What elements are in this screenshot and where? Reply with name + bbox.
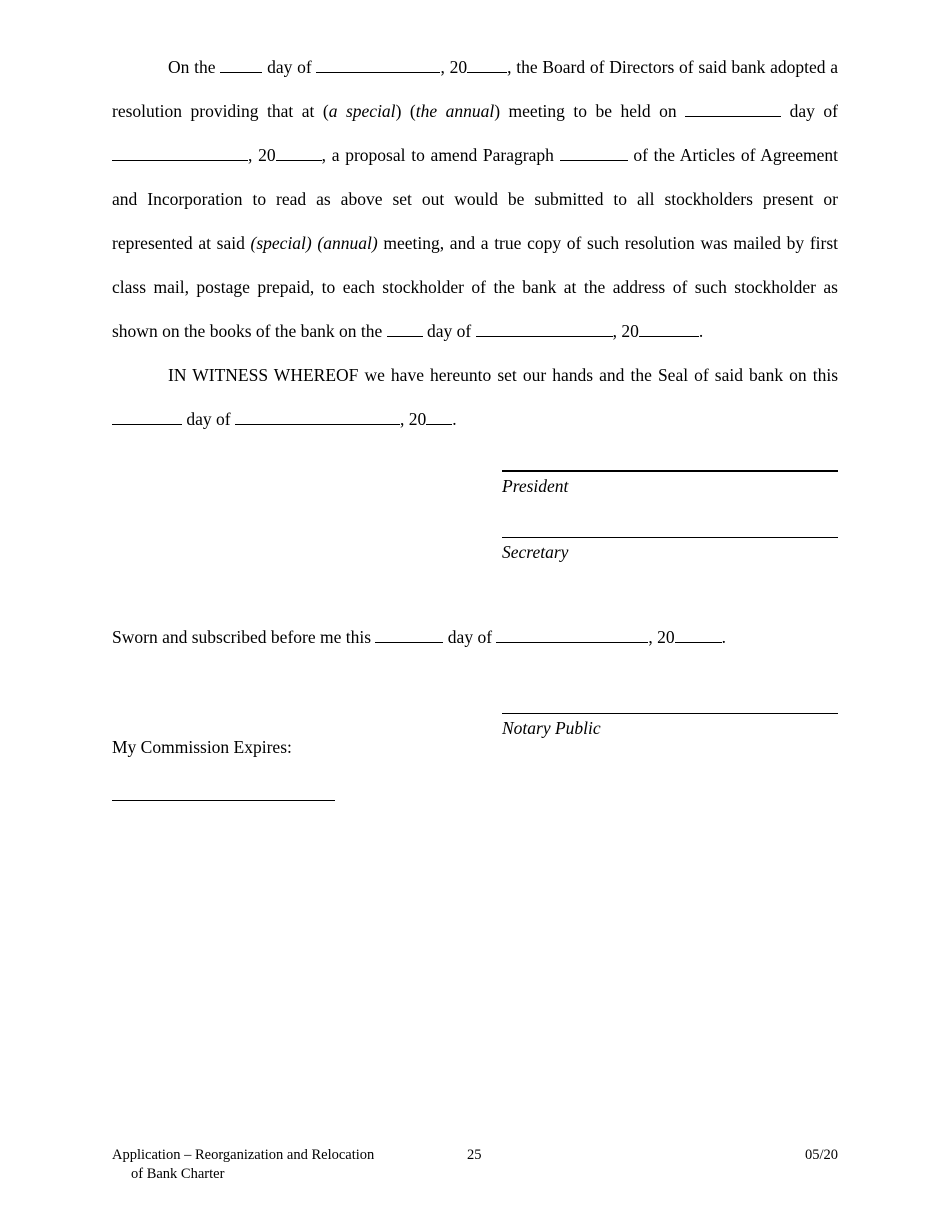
text: IN WITNESS WHEREOF we have hereunto set our hands and the Seal of said bank on this [168, 365, 838, 385]
day-blank[interactable] [375, 627, 443, 643]
text: , 20 [648, 627, 675, 647]
month-blank[interactable] [476, 321, 613, 337]
page-number: 25 [467, 1147, 482, 1163]
text: , 20 [440, 57, 468, 77]
sworn-statement [112, 627, 726, 648]
year-blank[interactable] [276, 145, 322, 161]
text: of the Articles of Agreement and Incorporation to read as above set out would be submitted to all stockholders present or represented at said [112, 145, 839, 253]
paragraph-number-blank[interactable] [560, 145, 628, 161]
day-blank[interactable] [387, 321, 423, 337]
text: . [698, 321, 704, 341]
footer-date: 05/20 [804, 1147, 838, 1163]
text: , a proposal to amend Paragraph [321, 145, 554, 165]
text: , the Board of Directors of said bank adopted a resolution providing that at ( [112, 57, 839, 121]
witness-paragraph [112, 353, 838, 441]
text: day of [186, 409, 231, 429]
president-signature[interactable] [502, 470, 838, 497]
text: day of [427, 321, 472, 341]
emphasis-text: a special [328, 101, 396, 121]
text: ) meeting to be held on [494, 101, 677, 121]
year-blank[interactable] [426, 409, 452, 425]
text: day of [789, 101, 838, 121]
text: , 20 [612, 321, 639, 341]
notary-signature[interactable] [502, 713, 838, 739]
resolution-paragraph [112, 45, 838, 353]
text: , 20 [248, 145, 276, 165]
president-label: President [502, 476, 569, 496]
notary-label: Notary Public [502, 718, 601, 738]
year-blank[interactable] [467, 57, 507, 73]
text: On the [168, 57, 216, 77]
footer-title [112, 1146, 374, 1184]
text: meeting, and a true copy of such resolution was mailed by first class mail, postage prepaid, to each stockholder of the bank at the address of such stockholder as shown on the books of the bank on the [112, 233, 839, 341]
secretary-label: Secretary [502, 542, 569, 562]
year-blank[interactable] [675, 627, 722, 643]
secretary-signature[interactable] [502, 537, 838, 563]
emphasis-text: (special) (annual) [250, 233, 378, 253]
emphasis-text: the annual [415, 101, 495, 121]
text: Sworn and subscribed before me this [112, 627, 372, 647]
signature-line [502, 470, 838, 472]
signature-line [502, 537, 838, 538]
text: , 20 [399, 409, 427, 429]
text: . [721, 627, 727, 647]
commission-date-line[interactable] [112, 800, 335, 801]
footer-title-line2: of Bank Charter [131, 1166, 225, 1182]
text: . [452, 409, 457, 429]
month-blank[interactable] [235, 409, 400, 425]
day-blank[interactable] [112, 409, 182, 425]
meeting-date-blank[interactable] [685, 101, 781, 117]
footer-title-line1: Application – Reorganization and Relocation [112, 1147, 375, 1163]
text: day of [267, 57, 312, 77]
year-blank[interactable] [639, 321, 699, 337]
month-blank[interactable] [496, 627, 648, 643]
signature-line [502, 713, 838, 714]
text: day of [447, 627, 493, 647]
text: ) ( [395, 101, 416, 121]
month-blank[interactable] [316, 57, 440, 73]
day-blank[interactable] [220, 57, 262, 73]
commission-expires-label: My Commission Expires: [112, 737, 292, 757]
month-blank[interactable] [112, 145, 248, 161]
